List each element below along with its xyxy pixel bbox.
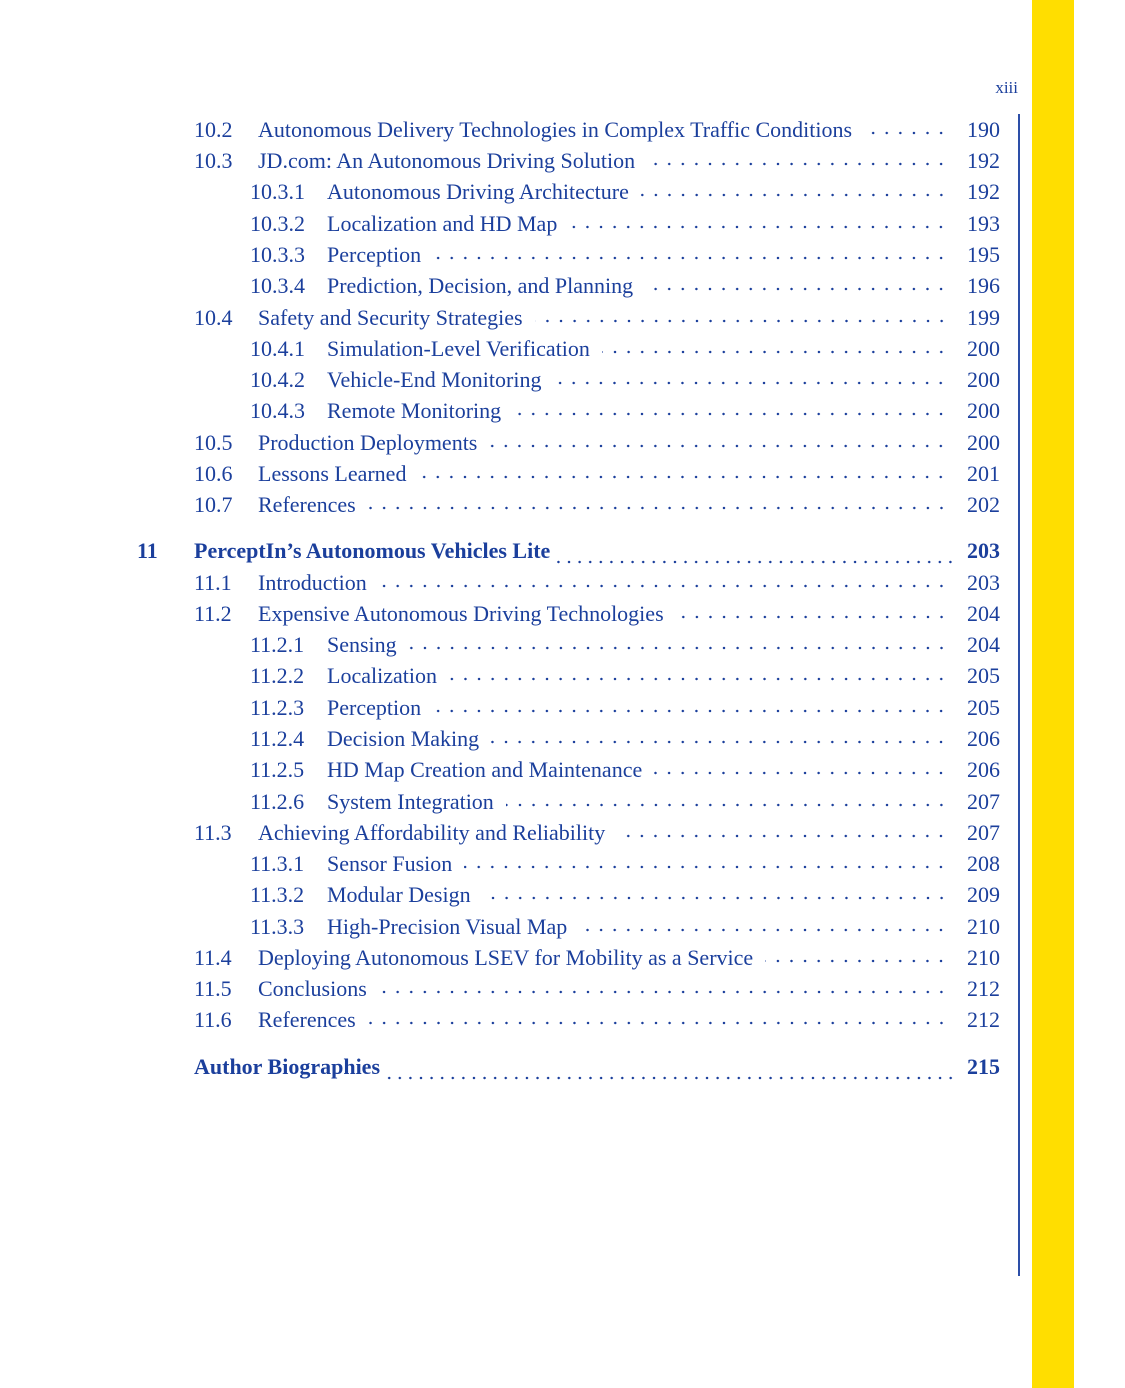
toc-entry[interactable]: [0, 820, 1000, 850]
entry-title[interactable]: High-Precision Visual Map: [327, 914, 568, 939]
entry-title[interactable]: Sensing: [327, 632, 397, 657]
entry-number: 10.5: [194, 430, 233, 455]
dot-leader: [379, 990, 948, 994]
dot-leader: [602, 350, 948, 354]
entry-number: 10.4.1: [250, 336, 305, 361]
dot-leader: [676, 615, 948, 619]
entry-title[interactable]: Introduction: [258, 570, 367, 595]
entry-page[interactable]: 193: [967, 211, 1000, 236]
entry-page[interactable]: 203: [967, 570, 1000, 595]
dot-leader: [569, 225, 948, 229]
entry-title[interactable]: HD Map Creation and Maintenance: [327, 757, 643, 782]
toc-entry[interactable]: [0, 398, 1000, 428]
dot-leader: [864, 131, 948, 135]
dot-leader: [449, 677, 948, 681]
toc-entry[interactable]: [0, 492, 1000, 522]
toc-entry[interactable]: [0, 148, 1000, 178]
entry-number: 11: [137, 538, 158, 563]
entry-page[interactable]: 206: [967, 726, 1000, 751]
toc-entry[interactable]: [0, 632, 1000, 662]
entry-title[interactable]: Vehicle-End Monitoring: [327, 367, 542, 392]
entry-page[interactable]: 196: [967, 273, 1000, 298]
entry-title[interactable]: Achieving Affordability and Reliability: [258, 820, 606, 845]
entry-page[interactable]: 209: [967, 882, 1000, 907]
entry-title[interactable]: JD.com: An Autonomous Driving Solution: [258, 148, 636, 173]
dot-leader: [579, 928, 948, 932]
dot-leader: [647, 162, 948, 166]
entry-title[interactable]: Autonomous Delivery Technologies in Complex Traffic Conditions: [258, 117, 853, 142]
entry-number: 10.3: [194, 148, 233, 173]
entry-title[interactable]: System Integration: [327, 789, 494, 814]
entry-title[interactable]: References: [258, 492, 356, 517]
entry-page[interactable]: 212: [967, 976, 1000, 1001]
toc-entry[interactable]: [0, 976, 1000, 1006]
entry-number: 10.4.2: [250, 367, 305, 392]
entry-number: 11.3.1: [250, 851, 305, 876]
entry-number: 10.3.1: [250, 179, 305, 204]
entry-title[interactable]: Remote Monitoring: [327, 398, 502, 423]
toc-entry[interactable]: [0, 538, 1000, 568]
entry-page[interactable]: 195: [967, 242, 1000, 267]
toc-entry[interactable]: [0, 663, 1000, 693]
toc-entry[interactable]: [0, 601, 1000, 631]
entry-title[interactable]: Localization and HD Map: [327, 211, 558, 236]
entry-page[interactable]: 192: [967, 148, 1000, 173]
entry-number: 11.3.3: [250, 914, 305, 939]
dot-leader: [464, 865, 948, 869]
entry-page[interactable]: 190: [967, 117, 1000, 142]
toc-entry[interactable]: [0, 461, 1000, 491]
toc-entry[interactable]: [0, 789, 1000, 819]
toc-entry[interactable]: [0, 336, 1000, 366]
entry-number: 10.6: [194, 461, 233, 486]
toc-entry[interactable]: [0, 882, 1000, 912]
dot-leader: [506, 803, 948, 807]
dot-leader: [654, 771, 948, 775]
entry-number: 11.2.4: [250, 726, 305, 751]
entry-page[interactable]: 205: [967, 663, 1000, 688]
entry-number: 10.3.4: [250, 273, 305, 298]
entry-page[interactable]: 202: [967, 492, 1000, 517]
entry-number: 11.2.6: [250, 789, 305, 814]
entry-number: 10.4.3: [250, 398, 305, 423]
entry-page[interactable]: 201: [967, 461, 1000, 486]
toc-entry[interactable]: [0, 945, 1000, 975]
toc-entry[interactable]: [0, 430, 1000, 460]
entry-number: 11.2: [194, 601, 232, 626]
entry-page[interactable]: 210: [967, 945, 1000, 970]
dot-leader: [513, 412, 948, 416]
entry-number: 11.3.2: [250, 882, 305, 907]
dot-leader: [617, 834, 948, 838]
toc-entry[interactable]: [0, 242, 1000, 272]
margin-rule: [1018, 114, 1020, 1276]
entry-title[interactable]: Prediction, Decision, and Planning: [327, 273, 634, 298]
page-number: xiii: [995, 78, 1018, 97]
entry-title[interactable]: Conclusions: [258, 976, 367, 1001]
toc-entry[interactable]: [0, 367, 1000, 397]
toc-entry[interactable]: [0, 273, 1000, 303]
dot-leader: [418, 475, 948, 479]
entry-page[interactable]: 210: [967, 914, 1000, 939]
toc-entry[interactable]: [0, 695, 1000, 725]
entry-page[interactable]: 200: [967, 398, 1000, 423]
entry-number: 11.4: [194, 945, 232, 970]
entry-page[interactable]: 200: [967, 367, 1000, 392]
toc-entry[interactable]: [0, 851, 1000, 881]
entry-page[interactable]: 204: [967, 632, 1000, 657]
entry-title[interactable]: Simulation-Level Verification: [327, 336, 590, 361]
entry-title[interactable]: Perception: [327, 695, 422, 720]
dot-leader: [379, 584, 948, 588]
entry-number: 11.2.1: [250, 632, 305, 657]
entry-number: 10.7: [194, 492, 233, 517]
dot-leader: [483, 896, 948, 900]
entry-page[interactable]: 200: [967, 430, 1000, 455]
entry-number: 11.2.5: [250, 757, 305, 782]
entry-page[interactable]: 215: [967, 1054, 1000, 1079]
dot-leader: [535, 319, 948, 323]
dot-leader: [645, 287, 948, 291]
dot-leader: [368, 1021, 948, 1025]
entry-page[interactable]: 203: [967, 538, 1000, 563]
dot-leader: [409, 646, 948, 650]
entry-number: 11.5: [194, 976, 232, 1001]
entry-number: 11.6: [194, 1007, 232, 1032]
entry-title[interactable]: Safety and Security Strategies: [258, 305, 523, 330]
toc-entry[interactable]: [0, 211, 1000, 241]
entry-title[interactable]: References: [258, 1007, 356, 1032]
dot-leader: [641, 193, 948, 197]
entry-number: 10.2: [194, 117, 233, 142]
entry-title[interactable]: Modular Design: [327, 882, 471, 907]
entry-page[interactable]: 212: [967, 1007, 1000, 1032]
entry-title[interactable]: Deploying Autonomous LSEV for Mobility as a Service: [258, 945, 754, 970]
entry-number: 10.3.3: [250, 242, 305, 267]
dot-leader: [491, 740, 948, 744]
entry-number: 11.1: [194, 570, 232, 595]
toc-entry[interactable]: [0, 179, 1000, 209]
entry-title[interactable]: Author Biographies: [194, 1054, 381, 1079]
toc-entry[interactable]: [0, 570, 1000, 600]
entry-number: 11.2.3: [250, 695, 305, 720]
toc-entry[interactable]: [0, 117, 1000, 147]
entry-page[interactable]: 208: [967, 851, 1000, 876]
entry-page[interactable]: 199: [967, 305, 1000, 330]
entry-page[interactable]: 200: [967, 336, 1000, 361]
toc-entry[interactable]: [0, 1007, 1000, 1037]
entry-number: 11.2.2: [250, 663, 305, 688]
dot-leader: [433, 709, 948, 713]
entry-title[interactable]: Autonomous Driving Architecture: [327, 179, 629, 204]
dot-leader: [554, 560, 956, 564]
toc-entry[interactable]: [0, 305, 1000, 335]
entry-title[interactable]: Decision Making: [327, 726, 480, 751]
dot-leader: [553, 381, 948, 385]
entry-page[interactable]: 204: [967, 601, 1000, 626]
entry-title[interactable]: Lessons Learned: [258, 461, 407, 486]
entry-page[interactable]: 207: [967, 789, 1000, 814]
entry-title[interactable]: Perception: [327, 242, 422, 267]
dot-leader: [765, 959, 948, 963]
entry-number: 10.4: [194, 305, 233, 330]
entry-title[interactable]: PerceptIn’s Autonomous Vehicles Lite: [194, 538, 551, 563]
yellow-side-band: [1032, 0, 1074, 1388]
entry-page[interactable]: 206: [967, 757, 1000, 782]
toc-entry[interactable]: [0, 1054, 1000, 1084]
entry-page[interactable]: 192: [967, 179, 1000, 204]
entry-title[interactable]: Localization: [327, 663, 437, 688]
entry-title[interactable]: Sensor Fusion: [327, 851, 453, 876]
toc-entry[interactable]: [0, 757, 1000, 787]
dot-leader: [384, 1076, 956, 1080]
dot-leader: [489, 444, 948, 448]
entry-number: 10.3.2: [250, 211, 305, 236]
dot-leader: [368, 506, 948, 510]
entry-page[interactable]: 207: [967, 820, 1000, 845]
toc-entry[interactable]: [0, 914, 1000, 944]
toc-entry[interactable]: [0, 726, 1000, 756]
entry-title[interactable]: Expensive Autonomous Driving Technologies: [258, 601, 664, 626]
entry-page[interactable]: 205: [967, 695, 1000, 720]
entry-title[interactable]: Production Deployments: [258, 430, 478, 455]
dot-leader: [433, 256, 948, 260]
entry-number: 11.3: [194, 820, 232, 845]
